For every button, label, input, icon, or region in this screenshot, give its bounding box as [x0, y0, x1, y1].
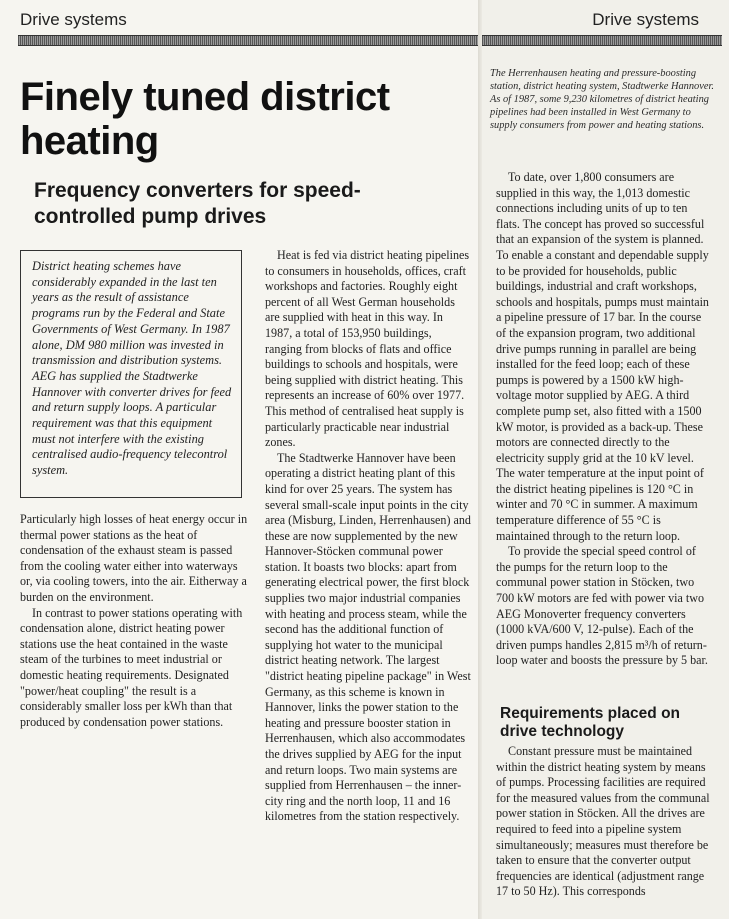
body-column-4	[496, 744, 713, 900]
header-rule-left	[18, 35, 478, 46]
body-column-2	[265, 248, 471, 825]
article-title: Finely tuned district heating	[20, 75, 390, 163]
paragraph: In contrast to power stations operating with condensation alone, district heating power stations use the heat contained in the waste steam of the turbines to meet industrial or domestic heating requirements. Designated "power/heat coupling" the result is a considerably smaller loss per kWh than that produced by condensation power stations.	[20, 605, 243, 729]
paragraph: Particularly high losses of heat energy occur in thermal power stations as the heat of condensation of the exhaust steam is passed from the cooling water either into waterways or, via cooling towers, into the air. Eitherway a burden on the environment.	[20, 512, 248, 604]
section-header-right: Drive systems	[592, 10, 699, 29]
photo-caption: The Herrenhausen heating and pressure-boosting station, district heating system, Stadtwerke Hannover. As of 1987, some 9,230 kilometres of district heating pipelines had been installed in West Germany to supply consumers from power and heating stations.	[490, 68, 714, 131]
paragraph: Heat is fed via district heating pipelines to consumers in households, offices, craft workshops and factories. Roughly eight percent of all West German households are supplied with heat in this way. In 1987, a total of 153,950 buildings, ranging from blocks of flats and office buildings to schools and hospitals, were being supplied with district heating. This represents an increase of 60% over 1977. This method of centralised heat supply is particularly practicable near industrial zones.	[265, 248, 470, 450]
section-header-left: Drive systems	[20, 10, 127, 29]
section-heading: Requirements placed on drive technology	[500, 705, 681, 740]
paragraph: To date, over 1,800 consumers are supplied in this way, the 1,013 domestic connections including units of up to ten flats. The concept has proved so successful that an expansion of the system is planned. To enable a constant and dependable supply to be provided for households, public buildings, industrial and craft workshops, schools and hospitals, pumps must maintain a pipeline pressure of 17 bar. In the course of the expansion program, two additional drive pumps running in parallel are being installed for the feed loop; each of these pumps is powered by a 1500 kW high-voltage motor supplied by AEG. A third complete pump set, also fitted with a 1500 kW motor, is provided as a back-up. These motors are connected directly to the electricity supply grid at the 10 kV level. The water temperature at the input point of the district heating pipelines is 120 °C in winter and 70 °C in summer. A maximum temperature difference of 55 °C is maintained through to the return loop.	[496, 170, 709, 543]
paragraph: To provide the special speed control of the pumps for the return loop to the communal power station in Stöcken, two 700 kW motors are fed with power via two AEG Monoverter frequency converters (1000 kVA/600 V, 12-pulse). Each of the driven pumps handles 2,815 m³/h of return-loop water and boosts the pressure by 5 bar.	[496, 544, 708, 668]
header-rule-right	[482, 35, 722, 46]
paragraph: Constant pressure must be maintained within the district heating system by means of pumps. Processing facilities are required for the measured values from the communal power station in Stöcken. All the drives are required to feed into a pipeline system simultaneously; measures must therefore be taken to ensure that the converter output frequencies are identical (adjustment range 17 to 50 Hz). This corresponds	[496, 744, 710, 899]
page-gutter	[478, 0, 482, 919]
paragraph: The Stadtwerke Hannover have been operating a district heating plant of this kind for over 25 years. The system has several small-scale input points in the city area (Misburg, Linden, Herrenhausen) and these are now supplemented by the new Hannover-Stöcken communal power station. It boasts two blocks: apart from generating electrical power, the first block supplies two major industrial companies with heating and process steam, while the second has the additional function of supplying hot water to the municipal district heating network. The largest "district heating pipeline package" in West Germany, as this scheme is known in Hannover, links the power station to the heating and pressure booster station in Herrenhausen, which also accommodates the drives supplied by AEG for the input and return loops. Two main systems are supplied from Herrenhausen – the inner-city ring and the north loop, 11 and 16 kilometres from the station respectively.	[265, 450, 471, 824]
body-column-3	[496, 170, 713, 669]
article-subtitle: Frequency converters for speed-controlled pump drives	[34, 179, 361, 228]
body-column-1	[20, 512, 252, 730]
abstract-box: District heating schemes have considerably expanded in the last ten years as the result of assistance programs run by the Federal and State Governments of West Germany. In 1987 alone, DM 980 million was invested in transmission and distribution systems. AEG has supplied the Stadtwerke Hannover with converter drives for feed and return supply loops. A particular requirement was that this equipment must not interfere with the existing centralised audio-frequency telecontrol system.	[20, 250, 242, 498]
